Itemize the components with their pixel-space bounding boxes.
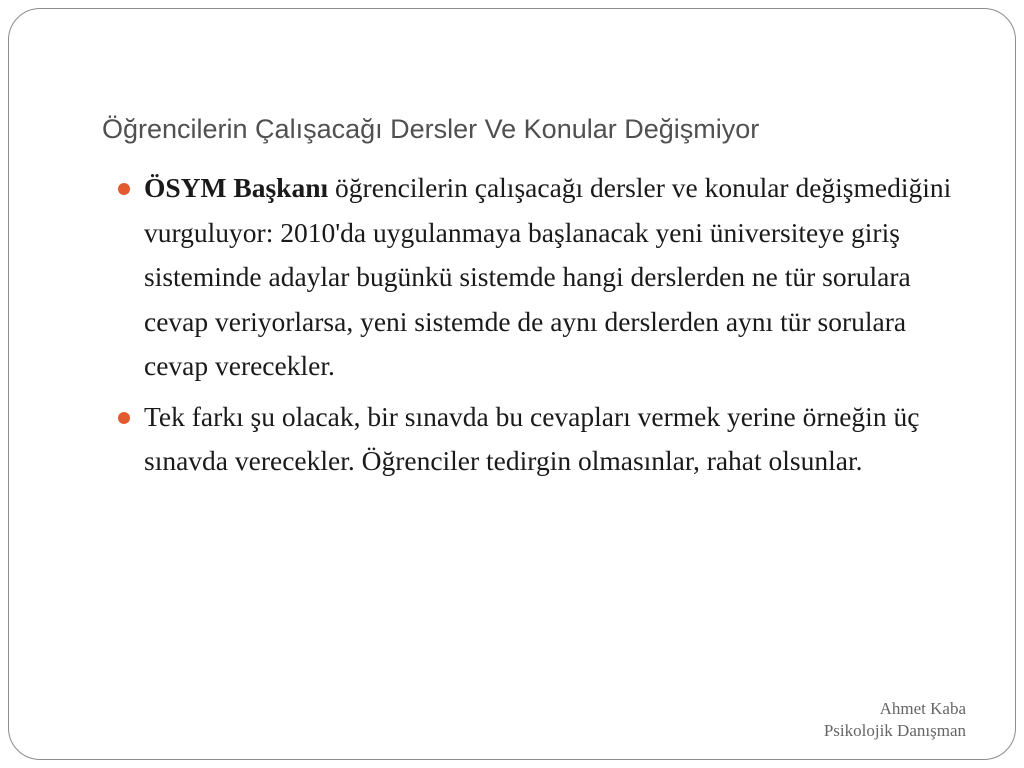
bullet-dot-icon (118, 412, 130, 424)
slide-title: Öğrencilerin Çalışacağı Dersler Ve Konular Değişmiyor (102, 114, 760, 144)
bullet-text: Tek farkı şu olacak, bir sınavda bu cevapları vermek yerine örneğin üç sınavda verecekler. Öğrenciler tedirgin olmasınlar, rahat olsunlar. (144, 400, 920, 476)
bullet-item-2 (118, 395, 958, 484)
footer-role: Psikolojik Danışman (823, 721, 966, 740)
slide-footer (824, 698, 966, 742)
bullet-dot-icon (118, 183, 130, 195)
slide-content (118, 166, 958, 490)
bullet-item-1 (118, 166, 958, 389)
footer-author: Ahmet Kaba (879, 699, 966, 718)
bullet-bold-prefix: ÖSYM Başkanı (144, 172, 329, 203)
bullet-text: öğrencilerin çalışacağı dersler ve konular değişmediğini vurguluyor: 2010'da uygulanmaya başlanacak yeni üniversiteye giriş sisteminde adaylar bugünkü sistemde hangi derslerden ne tür sorulara cevap veriyorlarsa, yeni sistemde de aynı derslerden aynı tür sorulara cevap verecekler. (144, 172, 952, 381)
